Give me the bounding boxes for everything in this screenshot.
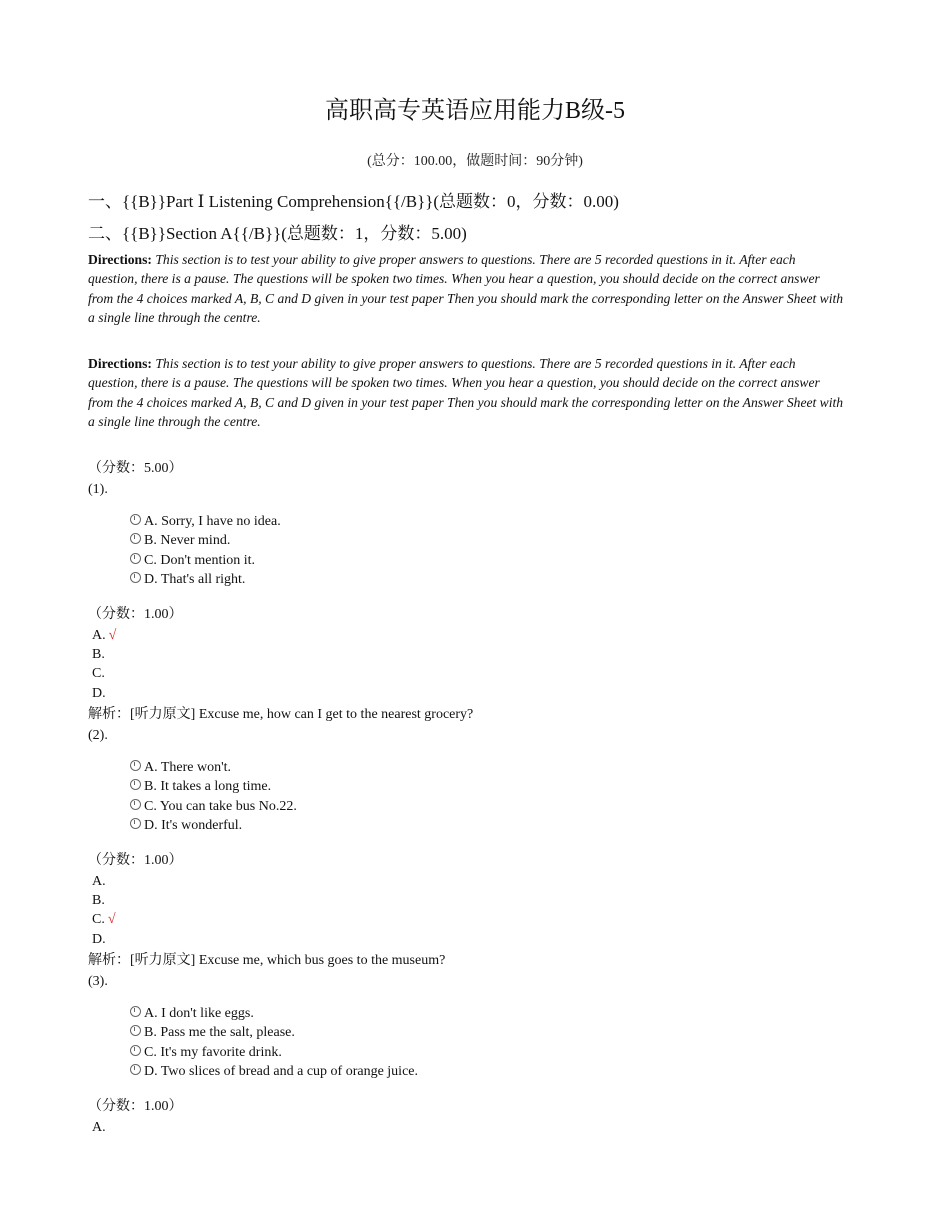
answer-b: B. [92,893,105,908]
answer-letter: A. [92,628,106,643]
option-a[interactable] [130,512,281,531]
answer-c [92,910,116,929]
option-c[interactable] [130,797,297,816]
option-label: B. It takes a long time. [144,779,272,794]
answer-a: A. [92,1120,106,1135]
directions-text: This section is to test your ability to give proper answers to questions. There are 5 recorded questions in it. After each question, there is a pause. The questions will be spoken two times. When you hear a question, you should decide on the correct answer from the 4 choices marked A, B, C and D given in your test paper Then you should mark the corresponding letter on the Answer Sheet with a single line through the centre. [88,252,844,326]
option-label: C. You can take bus No.22. [144,799,297,814]
directions-block-repeat [88,354,848,432]
option-d[interactable] [130,570,245,589]
radio-icon[interactable] [130,514,141,525]
section-heading-part1: 一、{{B}}Part Ⅰ Listening Comprehension{{/B}}(总题数：0，分数：0.00) [88,192,619,211]
question-number: (3). [88,974,108,989]
option-label: B. Never mind. [144,533,231,548]
analysis: 解析：[听力原文] Excuse me, how can I get to the nearest grocery? [88,707,474,722]
group-score: （分数：5.00） [88,461,183,476]
directions-label: Directions: [88,252,152,267]
question-score: （分数：1.00） [88,607,183,622]
option-label: A. I don't like eggs. [144,1006,254,1021]
option-label: C. Don't mention it. [144,553,256,568]
option-label: D. That's all right. [144,572,246,587]
question-number: (2). [88,728,108,743]
answer-d: D. [92,932,106,947]
answer-a [92,626,116,645]
option-label: C. It's my favorite drink. [144,1045,282,1060]
option-label: D. Two slices of bread and a cup of orange juice. [144,1064,418,1079]
question-score: （分数：1.00） [88,1099,183,1114]
option-b[interactable] [130,777,271,796]
option-d[interactable] [130,816,242,835]
radio-icon[interactable] [130,553,141,564]
radio-icon[interactable] [130,799,141,810]
directions-label: Directions: [88,356,152,371]
correct-check-icon: √ [108,628,117,643]
radio-icon[interactable] [130,779,141,790]
option-a[interactable] [130,1004,254,1023]
answer-letter: C. [92,912,105,927]
option-a[interactable] [130,758,231,777]
answer-b: B. [92,647,105,662]
option-b[interactable] [130,531,230,550]
analysis: 解析：[听力原文] Excuse me, which bus goes to the museum? [88,953,446,968]
option-c[interactable] [130,551,255,570]
radio-icon[interactable] [130,1006,141,1017]
option-label: A. There won't. [144,760,232,775]
radio-icon[interactable] [130,1045,141,1056]
radio-icon[interactable] [130,572,141,583]
directions-text: This section is to test your ability to give proper answers to questions. There are 5 recorded questions in it. After each question, there is a pause. The questions will be spoken two times. When you hear a question, you should decide on the correct answer from the 4 choices marked A, B, C and D given in your test paper Then you should mark the corresponding letter on the Answer Sheet with a single line through the centre. [88,356,844,430]
answer-d: D. [92,686,106,701]
exam-info: (总分：100.00，做题时间：90分钟) [367,154,583,169]
answer-c: C. [92,666,105,681]
directions-block [88,250,848,328]
option-label: A. Sorry, I have no idea. [144,514,281,529]
section-heading-section-a: 二、{{B}}Section A{{/B}}(总题数：1，分数：5.00) [88,224,467,243]
radio-icon[interactable] [130,818,141,829]
option-d[interactable] [130,1062,418,1081]
radio-icon[interactable] [130,533,141,544]
option-label: B. Pass me the salt, please. [144,1025,295,1040]
option-c[interactable] [130,1043,282,1062]
radio-icon[interactable] [130,1064,141,1075]
question-score: （分数：1.00） [88,853,183,868]
correct-check-icon: √ [107,912,116,927]
question-number: (1). [88,482,108,497]
radio-icon[interactable] [130,760,141,771]
option-label: D. It's wonderful. [144,818,243,833]
page-title: 高职高专英语应用能力B级-5 [325,98,625,124]
radio-icon[interactable] [130,1025,141,1036]
answer-a: A. [92,874,106,889]
option-b[interactable] [130,1023,295,1042]
